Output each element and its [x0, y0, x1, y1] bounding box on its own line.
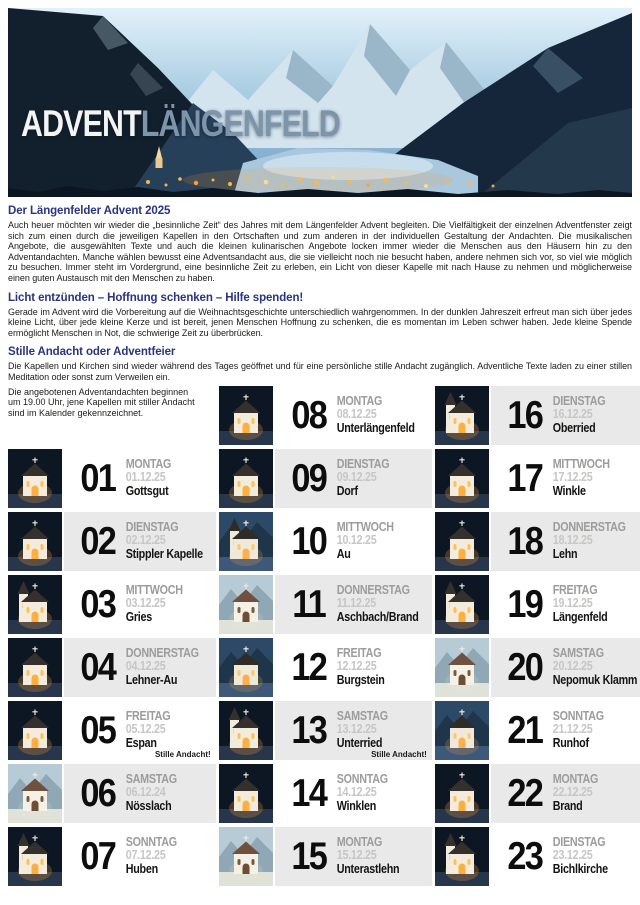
entry-day: SAMSTAG	[125, 771, 177, 786]
entry-number: 08	[291, 393, 326, 437]
entry-number: 20	[507, 645, 543, 689]
calendar-entry	[8, 449, 216, 508]
advent-calendar	[8, 386, 638, 890]
calendar-entry	[219, 827, 432, 886]
calendar-entry	[219, 701, 432, 760]
entry-date: 15.12.25	[336, 848, 377, 863]
entry-date: 05.12.25	[125, 722, 166, 737]
entry-info	[64, 638, 216, 697]
entry-place: Längenfeld	[552, 609, 608, 624]
entry-day: MITTWOCH	[336, 519, 394, 534]
entry-place: Lehn	[552, 546, 578, 561]
entry-info	[275, 701, 432, 760]
entry-meta	[124, 584, 183, 625]
entry-place: Burgstein	[336, 672, 385, 687]
entry-meta	[551, 647, 637, 688]
entry-day: SAMSTAG	[336, 708, 388, 723]
entry-place: Runhof	[552, 735, 589, 750]
entry-date: 09.12.25	[336, 470, 377, 485]
entry-day: MONTAG	[336, 393, 382, 408]
entry-meta	[335, 395, 415, 436]
entry-info	[491, 827, 640, 886]
entry-date: 03.12.25	[125, 596, 166, 611]
stille-andacht-note: Stille Andacht!	[154, 749, 211, 759]
entry-place: Lehner-Au	[125, 672, 178, 687]
calendar-entry	[219, 386, 432, 445]
entry-meta	[551, 836, 608, 877]
entry-info	[64, 575, 216, 634]
page-title-laengenfeld: LÄNGENFELD	[140, 103, 340, 144]
entry-number: 18	[507, 519, 543, 563]
entry-place: Brand	[552, 798, 583, 813]
section-body: Gerade im Advent wird die Vorbereitung auf die Weihnachtsgeschichte unterschiedlich wahrgenommen. In der dunklen Jahreszeit erfreut man sich über jedes kleine Licht, über jede kleine Kerze und ist bereit, jenen Menschen Hoffnung zu schenken, die es momentan im Leben schwer haben. Jede kleine Spende ermöglicht Menschen in Not, die schwierige Zeit zu überbrücken.	[8, 306, 632, 338]
entry-info	[64, 449, 216, 508]
chapel-photo	[435, 386, 489, 445]
entry-place: Winklen	[336, 798, 376, 813]
chapel-photo	[8, 701, 62, 760]
page-title-advent: ADVENT	[21, 103, 141, 144]
chapel-photo	[435, 575, 489, 634]
chapel-photo	[8, 638, 62, 697]
chapel-photo	[8, 575, 62, 634]
entry-info	[64, 512, 216, 571]
chapel-photo	[435, 512, 489, 571]
entry-place: Oberried	[552, 420, 596, 435]
entry-place: Unterlängenfeld	[336, 420, 415, 435]
calendar-entry	[219, 512, 432, 571]
entry-place: Stippler Kapelle	[125, 546, 203, 561]
entry-info	[64, 764, 216, 823]
entry-meta	[124, 773, 177, 814]
chapel-photo	[219, 512, 273, 571]
calendar-entry	[435, 638, 640, 697]
entry-day: FREITAG	[125, 708, 171, 723]
entry-meta	[551, 584, 607, 625]
chapel-photo	[8, 827, 62, 886]
entry-day: SONNTAG	[336, 771, 388, 786]
entry-place: Nepomuk Klamm	[552, 672, 638, 687]
entry-meta	[335, 458, 389, 499]
entry-meta	[124, 710, 170, 751]
entry-place: Au	[336, 546, 351, 561]
entry-info	[491, 575, 640, 634]
entry-day: MITTWOCH	[125, 582, 183, 597]
entry-number: 22	[507, 771, 543, 815]
hero-photo	[8, 8, 632, 197]
entry-place: Gottsgut	[125, 483, 169, 498]
section-advent-2025	[8, 205, 632, 284]
entry-place: Huben	[125, 861, 158, 876]
calendar-entry	[435, 827, 640, 886]
calendar-entry	[219, 764, 432, 823]
entry-day: SONNTAG	[552, 708, 604, 723]
entry-info	[275, 386, 432, 445]
section-heading: Der Längenfelder Advent 2025	[8, 205, 171, 217]
entry-day: DIENSTAG	[336, 456, 390, 471]
entry-day: DIENSTAG	[552, 834, 606, 849]
calendar-intro-note: Die angebotenen Adventandachten beginnen um 19.00 Uhr, jene Kapellen mit stiller Andacht sind im Kalender gekennzeichnet.	[8, 386, 195, 418]
page-title	[21, 105, 340, 142]
entry-info	[491, 764, 640, 823]
entry-number: 15	[291, 834, 326, 878]
section-stille-andacht	[8, 346, 632, 382]
entry-meta	[335, 521, 394, 562]
entry-info	[275, 512, 432, 571]
entry-place: Unterried	[336, 735, 382, 750]
entry-day: DONNERSTAG	[125, 645, 199, 660]
entry-date: 18.12.25	[552, 533, 593, 548]
chapel-photo	[219, 449, 273, 508]
entry-number: 10	[291, 519, 326, 563]
entry-date: 10.12.25	[336, 533, 377, 548]
calendar-entry	[8, 575, 216, 634]
entry-date: 21.12.25	[552, 722, 593, 737]
section-body: Die Kapellen und Kirchen sind wieder während des Tages geöffnet und für eine persönliche stille Andacht zugänglich. Adventliche Texte laden zu einer stillen Meditation oder sonst zum Verweilen ein.	[8, 361, 632, 382]
section-licht-entzuenden	[8, 292, 632, 339]
entry-number: 17	[507, 456, 543, 500]
chapel-photo	[219, 638, 273, 697]
entry-number: 06	[80, 771, 116, 815]
entry-date: 22.12.25	[552, 785, 593, 800]
entry-day: MITTWOCH	[552, 456, 610, 471]
chapel-photo	[219, 764, 273, 823]
entry-date: 02.12.25	[125, 533, 166, 548]
entry-day: SONNTAG	[125, 834, 177, 849]
entry-number: 01	[80, 456, 116, 500]
entry-info	[491, 386, 640, 445]
section-heading: Licht entzünden – Hoffnung schenken – Hilfe spenden!	[8, 291, 304, 304]
chapel-photo	[219, 575, 273, 634]
calendar-entry	[435, 512, 640, 571]
chapel-photo	[8, 512, 62, 571]
entry-number: 02	[80, 519, 116, 563]
stille-andacht-note: Stille Andacht!	[371, 749, 427, 759]
calendar-entry	[435, 701, 640, 760]
entry-date: 01.12.25	[125, 470, 166, 485]
entry-place: Unterastlehn	[336, 861, 400, 876]
chapel-photo	[435, 701, 489, 760]
entry-date: 16.12.25	[552, 407, 593, 422]
entry-place: Dorf	[336, 483, 358, 498]
entry-date: 14.12.25	[336, 785, 377, 800]
entry-date: 12.12.25	[336, 659, 377, 674]
entry-place: Bichlkirche	[552, 861, 608, 876]
entry-meta	[335, 836, 399, 877]
entry-meta	[551, 458, 610, 499]
entry-date: 04.12.25	[125, 659, 166, 674]
entry-number: 09	[291, 456, 326, 500]
entry-info	[275, 827, 432, 886]
entry-number: 16	[507, 393, 543, 437]
entry-meta	[335, 710, 388, 751]
calendar-entry	[435, 764, 640, 823]
entry-day: MONTAG	[552, 771, 598, 786]
entry-info	[64, 701, 216, 760]
entry-meta	[551, 773, 598, 814]
entry-info	[275, 575, 432, 634]
entry-date: 08.12.25	[336, 407, 377, 422]
calendar-entry	[219, 575, 432, 634]
entry-number: 19	[507, 582, 543, 626]
entry-number: 03	[80, 582, 116, 626]
chapel-photo	[435, 827, 489, 886]
entry-info	[491, 638, 640, 697]
entry-info	[275, 764, 432, 823]
entry-place: Nösslach	[125, 798, 172, 813]
section-heading: Stille Andacht oder Adventfeier	[8, 346, 176, 359]
entry-date: 07.12.25	[125, 848, 166, 863]
entry-meta	[124, 836, 177, 877]
calendar-entry	[8, 764, 216, 823]
entry-number: 14	[291, 771, 326, 815]
chapel-photo	[219, 701, 273, 760]
calendar-entry	[435, 386, 640, 445]
chapel-photo	[8, 764, 62, 823]
entry-number: 12	[291, 645, 326, 689]
entry-day: DIENSTAG	[125, 519, 179, 534]
chapel-photo	[219, 386, 273, 445]
entry-day: FREITAG	[552, 582, 598, 597]
entry-place: Aschbach/Brand	[336, 609, 419, 624]
entry-meta	[124, 458, 171, 499]
entry-meta	[124, 521, 203, 562]
entry-info	[491, 449, 640, 508]
entry-meta	[124, 647, 199, 688]
calendar-entry	[8, 512, 216, 571]
entry-date: 20.12.25	[552, 659, 593, 674]
section-body: Auch heuer möchten wir wieder die „besinnliche Zeit“ des Jahres mit dem Längenfelder Advent begleiten. Die Vielfältigkeit der einzelnen Adventfenster zeigt sich zum einen durch die jeweiligen Kapellen in den Ortschaften und zum anderen in der individuellen Gestaltung der Andachten. Die musikalischen Angebote, die ausgewählten Texte und auch die kleinen kulinarischen Angebote locken immer wieder die Menschen aus den Häusern hin zu den Adventandachten. Manche wählen bewusst eine Adventsandacht aus, die sie vielleicht noch nie besucht haben, andere nehmen sich vor, so viel wie möglich zu besuchen. Immer steht im Vordergrund, eine besinnliche Zeit zu erleben, ein Licht von dieser Kapelle mit nach Hause zu nehmen und möglicherweise einen guten Austausch mit den Menschen zu haben.	[8, 220, 632, 283]
entry-number: 04	[80, 645, 116, 689]
chapel-photo	[435, 449, 489, 508]
entry-meta	[551, 395, 605, 436]
entry-meta	[335, 584, 419, 625]
entry-date: 06.12.24	[125, 785, 166, 800]
entry-day: DONNERSTAG	[552, 519, 626, 534]
entry-place: Espan	[125, 735, 157, 750]
entry-info	[275, 638, 432, 697]
entry-date: 11.12.25	[336, 596, 376, 611]
entry-date: 17.12.25	[552, 470, 593, 485]
entry-info	[64, 827, 216, 886]
calendar-entry	[8, 827, 216, 886]
entry-meta	[551, 710, 604, 751]
entry-number: 23	[507, 834, 543, 878]
entry-number: 07	[80, 834, 116, 878]
entry-number: 21	[507, 708, 543, 752]
entry-info	[491, 512, 640, 571]
entry-info	[491, 701, 640, 760]
entry-meta	[335, 773, 388, 814]
calendar-entry	[435, 449, 640, 508]
chapel-photo	[8, 449, 62, 508]
entry-place: Winkle	[552, 483, 586, 498]
entry-meta	[551, 521, 626, 562]
entry-day: DIENSTAG	[552, 393, 606, 408]
calendar-entry	[8, 701, 216, 760]
entry-date: 13.12.25	[336, 722, 377, 737]
entry-number: 05	[80, 708, 116, 752]
entry-day: MONTAG	[336, 834, 382, 849]
calendar-entry	[435, 575, 640, 634]
calendar-entry	[219, 449, 432, 508]
entry-info	[275, 449, 432, 508]
entry-number: 13	[291, 708, 326, 752]
calendar-entry	[219, 638, 432, 697]
chapel-photo	[219, 827, 273, 886]
chapel-photo	[435, 638, 489, 697]
entry-day: MONTAG	[125, 456, 172, 471]
entry-date: 23.12.25	[552, 848, 593, 863]
entry-date: 19.12.25	[552, 596, 593, 611]
entry-day: DONNERSTAG	[336, 582, 410, 597]
entry-number: 11	[292, 582, 326, 626]
chapel-photo	[435, 764, 489, 823]
entry-place: Gries	[125, 609, 152, 624]
entry-day: SAMSTAG	[552, 645, 604, 660]
calendar-entry	[8, 638, 216, 697]
entry-meta	[335, 647, 385, 688]
entry-day: FREITAG	[336, 645, 381, 660]
